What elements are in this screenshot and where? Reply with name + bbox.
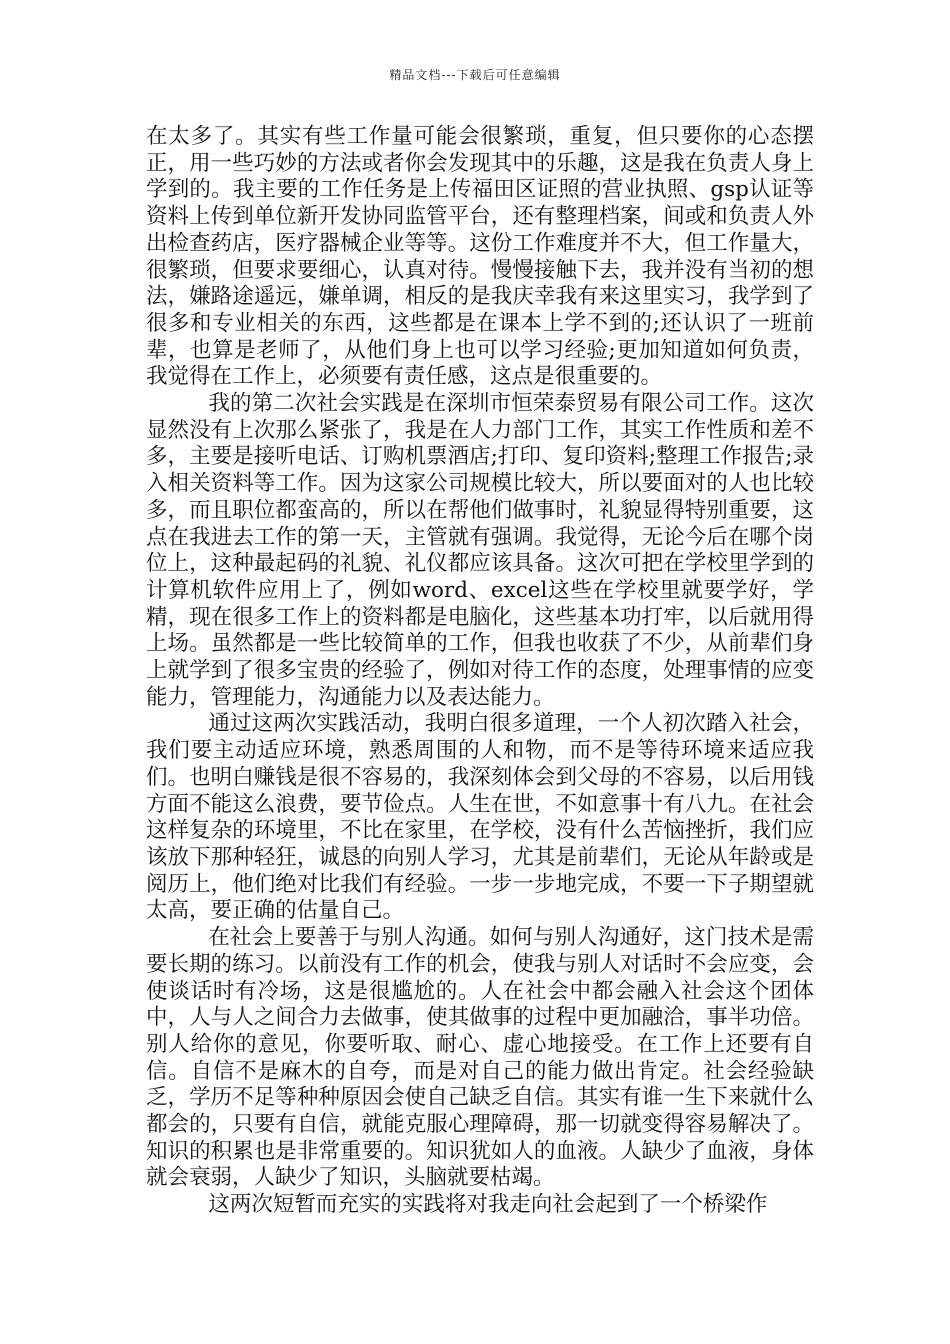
paragraph-5: 这两次短暂而充实的实践将对我走向社会起到了一个桥梁作 xyxy=(208,1192,768,1218)
paragraph-3: 通过这两次实践活动，我明白很多道理，一个人初次踏入社会，我们要主动适应环境，熟悉周围的人和物，而不是等待环境来适应我们。也明白赚钱是很不容易的，我深刻体会到父母的不容易，以后用钱方面不能这么浪费，要节俭点。人生在世，不如意事十有八九。在社会这样复杂的环境里，不比在家里，在学校，没有什么苦恼挫折，我们应该放下那种轻狂，诚恳的向别人学习，尤其是前辈们，无论从年龄或是阅历上，他们绝对比我们有经验。一步一步地完成，不要一下子期望就太高，要正确的估量自己。 xyxy=(146,711,814,924)
paragraph-4: 在社会上要善于与别人沟通。如何与别人沟通好，这门技术是需要长期的练习。以前没有工作的机会，使我与别人对话时不会应变，会使谈话时有冷场，这是很尴尬的。人在社会中都会融入社会这个团体中，人与人之间合力去做事，使其做事的过程中更加融洽，事半功倍。别人给你的意见，你要听取、耐心、虚心地接受。在工作上还要有自信。自信不是麻木的自夸，而是对自己的能力做出肯定。社会经验缺乏，学历不足等种种原因会使自己缺乏自信。其实有谁一生下来就什么都会的，只要有自信，就能克服心理障碍，那一切就变得容易解决了。知识的积累也是非常重要的。知识犹如人的血液。人缺少了血液，身体就会衰弱，人缺少了知识，头脑就要枯竭。 xyxy=(146,925,814,1191)
document-body xyxy=(146,124,814,1219)
paragraph-1: 在太多了。其实有些工作量可能会很繁琐，重复，但只要你的心态摆正，用一些巧妙的方法或者你会发现其中的乐趣，这是我在负责人身上学到的。我主要的工作任务是上传福田区证照的营业执照、gsp认证等资料上传到单位新开发协同监管平台，还有整理档案，间或和负责人外出检查药店，医疗器械企业等等。这份工作难度并不大，但工作量大，很繁琐，但要求要细心，认真对待。慢慢接触下去，我并没有当初的想法，嫌路途遥远，嫌单调，相反的是我庆幸我有来这里实习，我学到了很多和专业相关的东西，这些都是在课本上学不到的;还认识了一班前辈，也算是老师了，从他们身上也可以学习经验;更加知道如何负责，我觉得在工作上，必须要有责任感，这点是很重要的。 xyxy=(146,124,814,390)
paragraph-2: 我的第二次社会实践是在深圳市恒荣泰贸易有限公司工作。这次显然没有上次那么紧张了，我是在人力部门工作，其实工作性质和差不多，主要是接听电话、订购机票酒店;打印、复印资料;整理工作报告;录入相关资料等工作。因为这家公司规模比较大，所以要面对的人也比较多，而且职位都蛮高的，所以在帮他们做事时，礼貌显得特别重要，这点在我进去工作的第一天，主管就有强调。我觉得，无论今后在哪个岗位上，这种最起码的礼貌、礼仪都应该具备。这次可把在学校里学到的计算机软件应用上了，例如word、excel这些在学校里就要学好，学精，现在很多工作上的资料都是电脑化，这些基本功打牢，以后就用得上场。虽然都是一些比较简单的工作，但我也收获了不少，从前辈们身上就学到了很多宝贵的经验了，例如对待工作的态度，处理事情的应变能力，管理能力，沟通能力以及表达能力。 xyxy=(146,391,814,710)
page-header: 精品文档---下载后可任意编辑 xyxy=(389,68,561,82)
